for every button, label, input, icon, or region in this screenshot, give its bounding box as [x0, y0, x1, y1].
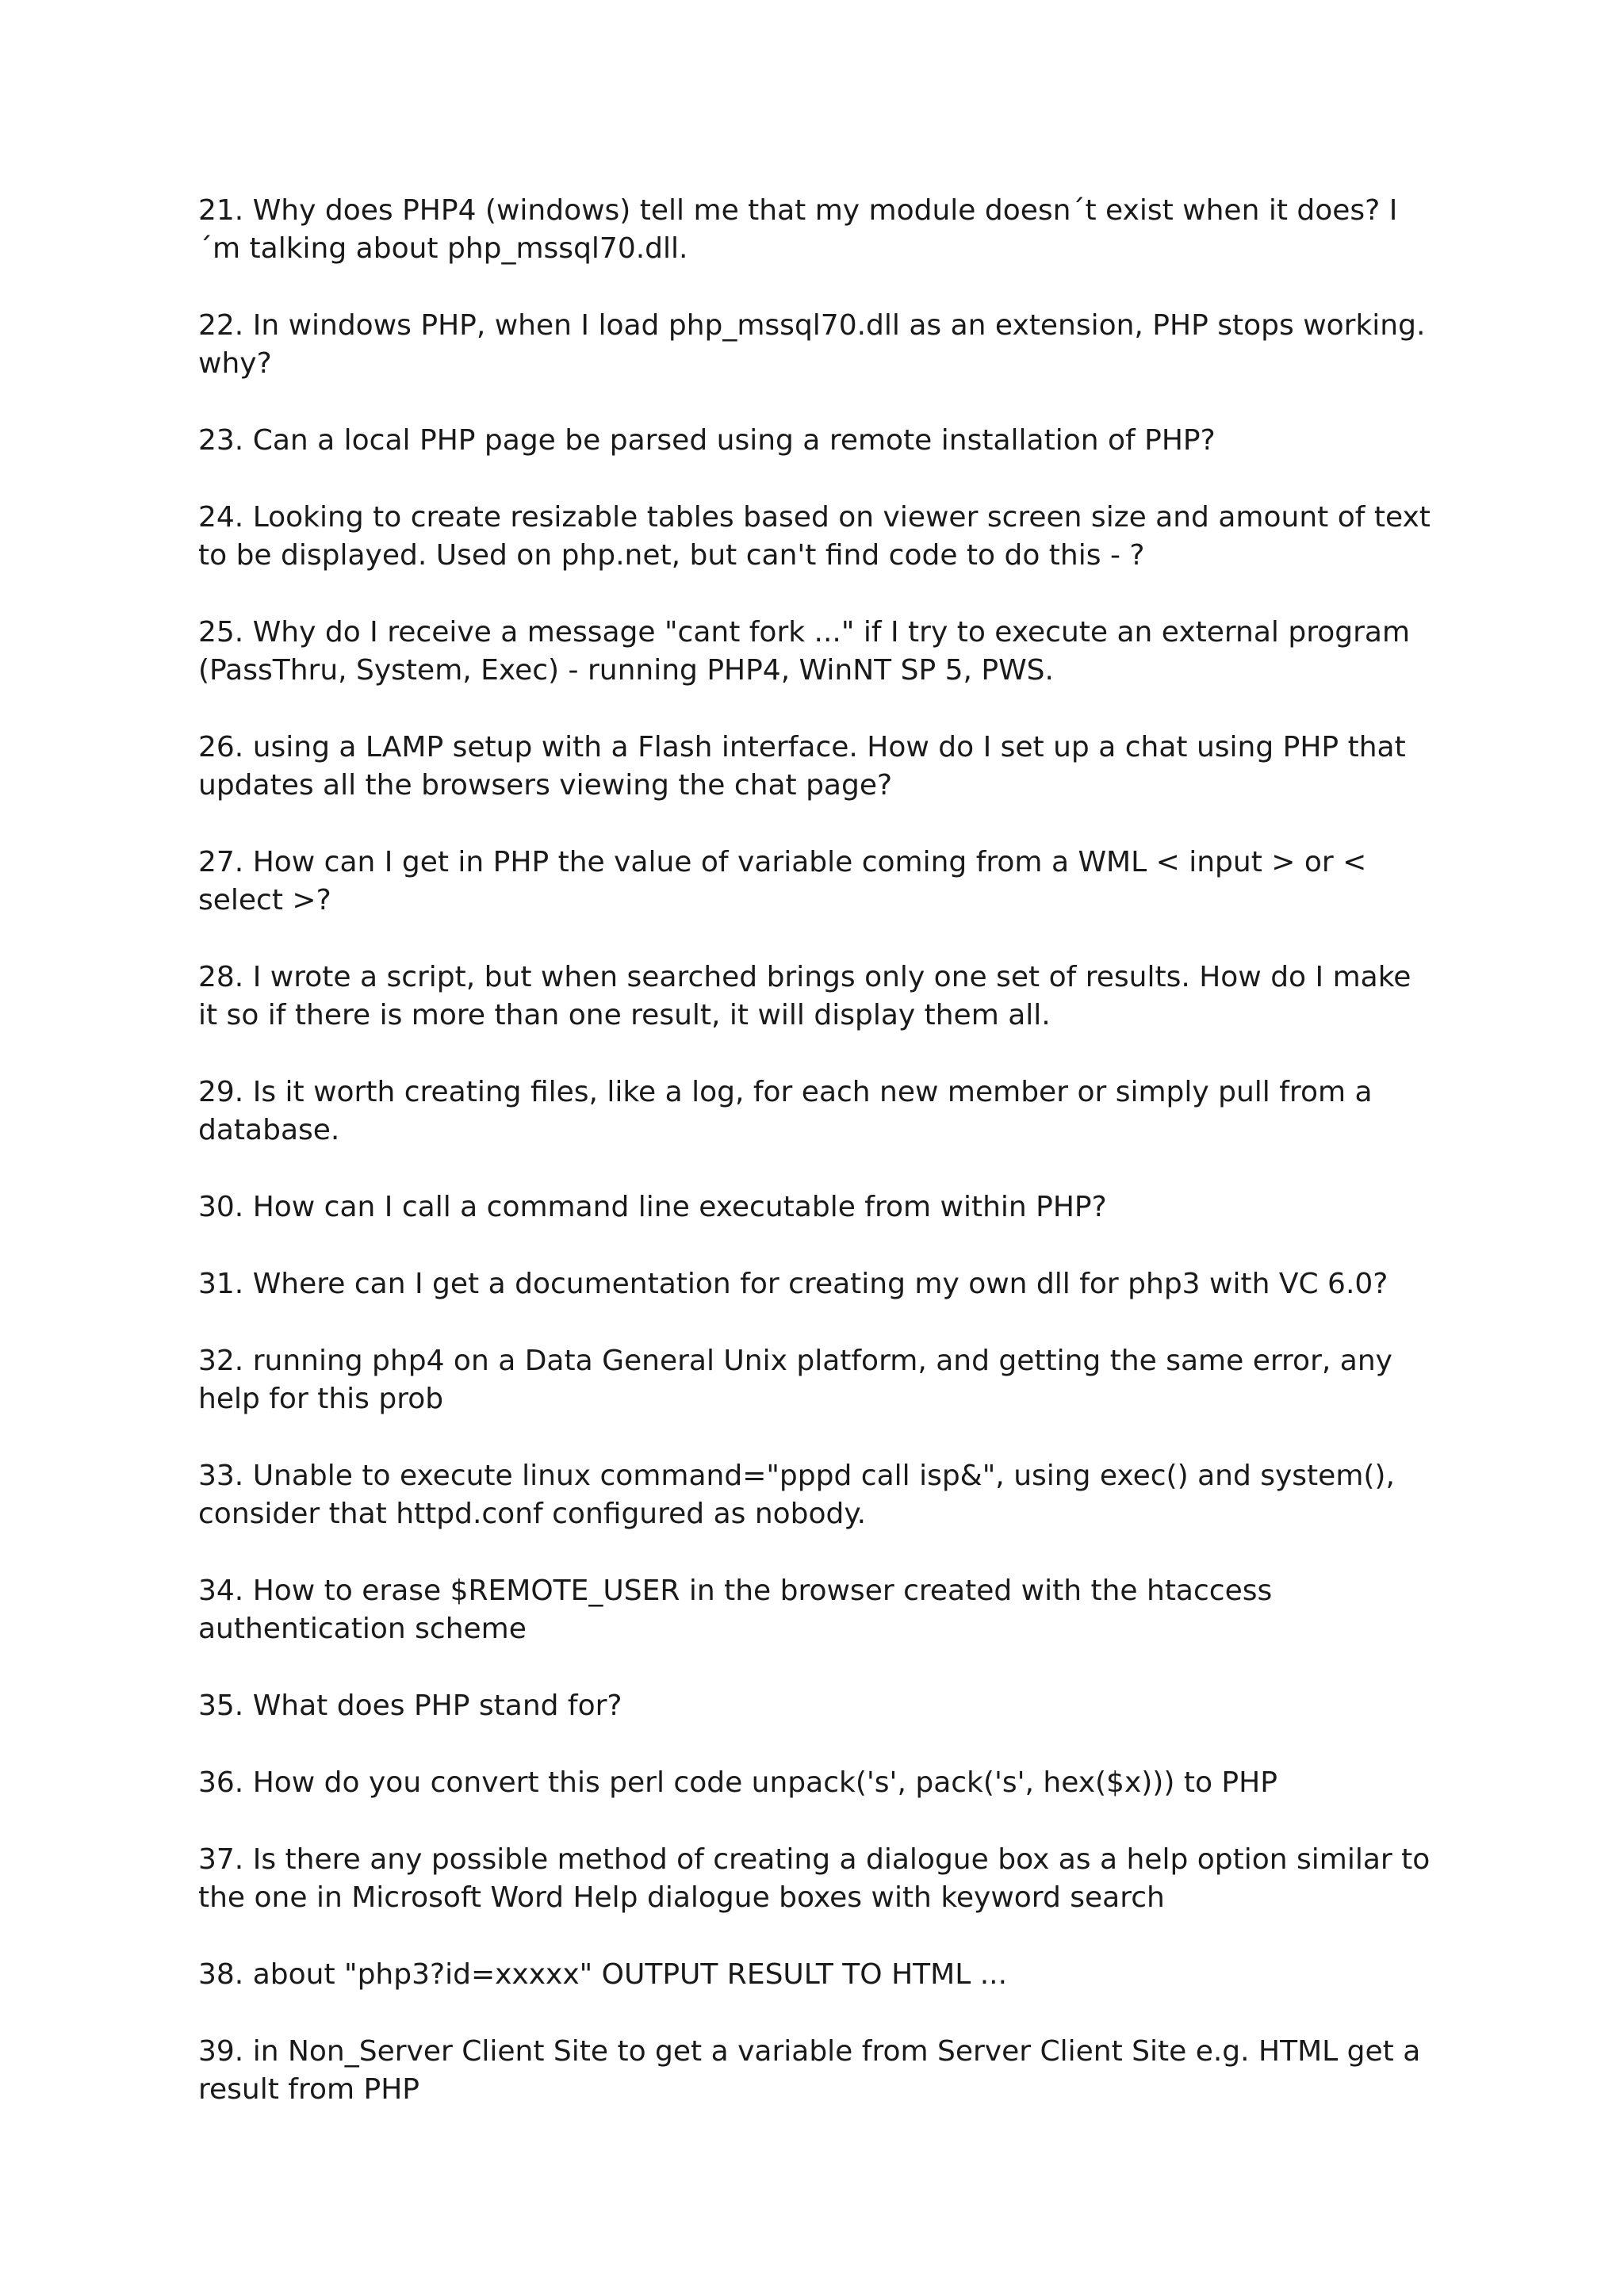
question-item: 35. What does PHP stand for? — [198, 1689, 622, 1722]
question-item: 36. How do you convert this perl code unpack('s', pack('s', hex($x))) to PHP — [198, 1766, 1277, 1799]
question-item: 24. Looking to create resizable tables based on viewer screen size and amount of text to be displayed. Used on php.net, but can't find code to do this - ? — [198, 501, 1431, 572]
question-item: 28. I wrote a script, but when searched brings only one set of results. How do I make it so if there is more than one result, it will display them all. — [198, 961, 1411, 1031]
question-item: 25. Why do I receive a message "cant fork ..." if I try to execute an external program (PassThru, System, Exec) - running PHP4, WinNT SP 5, PWS. — [198, 616, 1411, 687]
question-item: 34. How to erase $REMOTE_USER in the browser created with the htaccess authentication scheme — [198, 1575, 1273, 1645]
question-item: 30. How can I call a command line executable from within PHP? — [198, 1191, 1107, 1223]
question-item: 37. Is there any possible method of creating a dialogue box as a help option similar to the one in Microsoft Word Help dialogue boxes with keyword search — [198, 1843, 1431, 1914]
question-item: 32. running php4 on a Data General Unix platform, and getting the same error, any help for this prob — [198, 1345, 1392, 1415]
question-item: 27. How can I get in PHP the value of variable coming from a WML < input > or < select >? — [198, 846, 1367, 916]
question-item: 29. Is it worth creating files, like a log, for each new member or simply pull from a database. — [198, 1076, 1373, 1146]
question-item: 21. Why does PHP4 (windows) tell me that my module doesn´t exist when it does? I´m talking about php_mssql70.dll. — [198, 194, 1398, 265]
question-item: 23. Can a local PHP page be parsed using a remote installation of PHP? — [198, 424, 1216, 457]
question-item: 39. in Non_Server Client Site to get a variable from Server Client Site e.g. HTML get a result from PHP — [198, 2035, 1421, 2106]
question-item: 22. In windows PHP, when I load php_mssql70.dll as an extension, PHP stops working. why? — [198, 309, 1426, 380]
question-item: 38. about "php3?id=xxxxx" OUTPUT RESULT TO HTML ... — [198, 1958, 1008, 1991]
question-item: 31. Where can I get a documentation for creating my own dll for php3 with VC 6.0? — [198, 1268, 1388, 1300]
question-item: 33. Unable to execute linux command="pppd call isp&", using exec() and system(), consider that httpd.conf configured as nobody. — [198, 1460, 1395, 1530]
question-list — [198, 192, 1435, 2109]
question-item: 26. using a LAMP setup with a Flash interface. How do I set up a chat using PHP that updates all the browsers viewing the chat page? — [198, 731, 1406, 802]
